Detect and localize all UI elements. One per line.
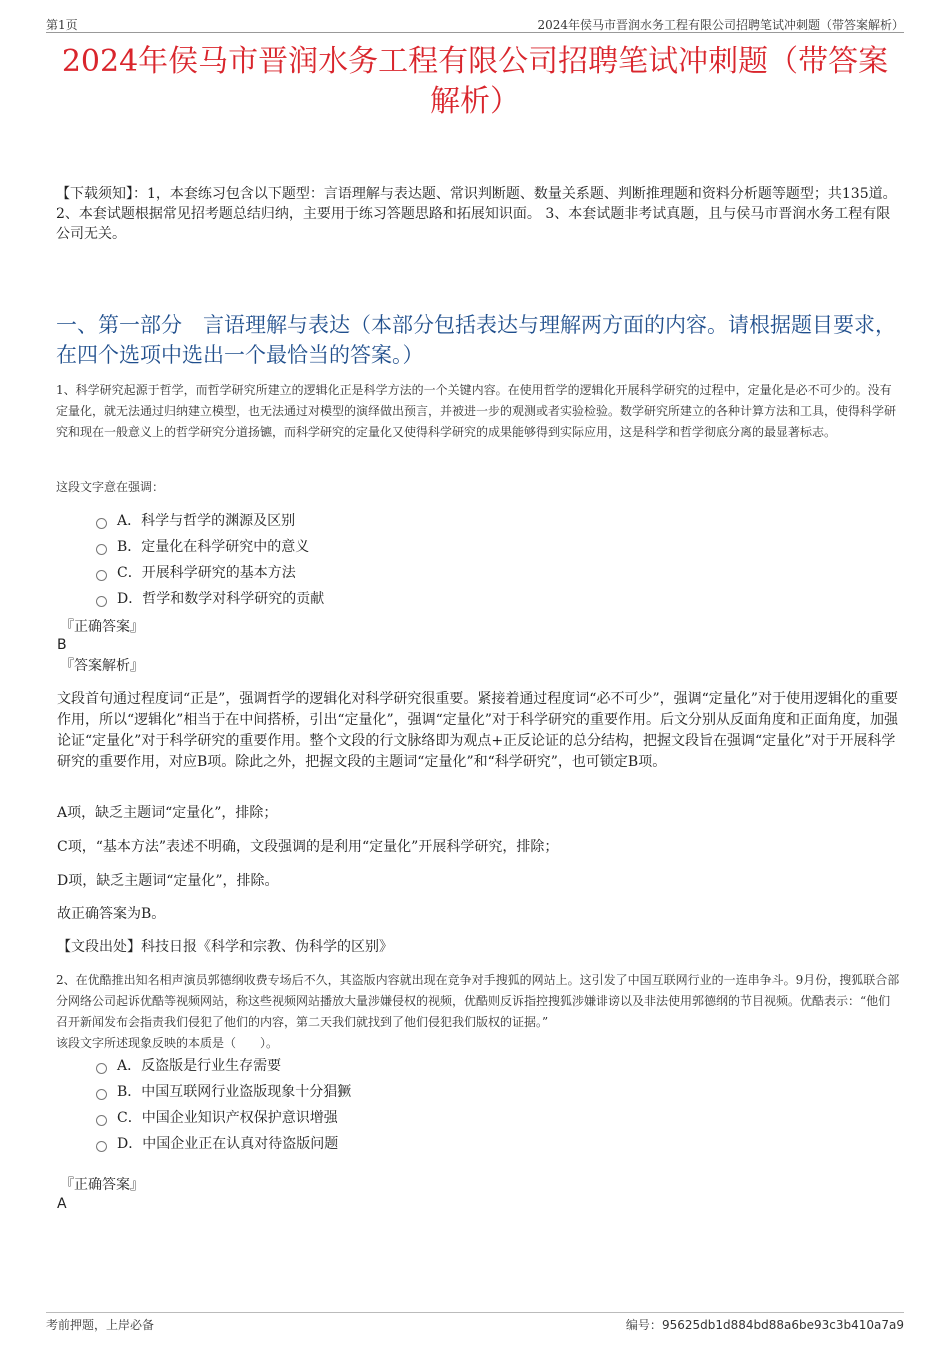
option-text: 哲学和数学对科学研究的贡献 bbox=[142, 591, 325, 607]
analysis-option-d: D项，缺乏主题词“定量化”，排除。 bbox=[57, 873, 279, 889]
page-number: 第1页 bbox=[46, 18, 78, 32]
option-b[interactable] bbox=[96, 534, 324, 560]
option-text: 中国互联网行业盗版现象十分猖獗 bbox=[141, 1084, 352, 1100]
analysis-conclusion: 故正确答案为B。 bbox=[57, 906, 166, 922]
option-b[interactable] bbox=[96, 1079, 351, 1105]
answer-label: 『正确答案』 bbox=[60, 619, 144, 635]
option-text: 定量化在科学研究中的意义 bbox=[141, 539, 310, 555]
footer-code bbox=[626, 1316, 904, 1333]
footer-code-value: 95625db1d884bd88a6be93c3b410a7a9 bbox=[661, 1318, 904, 1332]
option-d[interactable] bbox=[96, 1131, 351, 1157]
title-line-2: 解析） bbox=[430, 84, 520, 119]
option-d[interactable] bbox=[96, 586, 324, 612]
radio-icon[interactable] bbox=[96, 1115, 107, 1126]
answer-label: 『正确答案』 bbox=[60, 1177, 144, 1193]
option-text: 中国企业知识产权保护意识增强 bbox=[141, 1110, 338, 1126]
source-citation: 【文段出处】科技日报《科学和宗教、伪科学的区别》 bbox=[57, 939, 393, 955]
option-letter: C． bbox=[117, 1110, 142, 1126]
option-letter: B． bbox=[117, 539, 142, 555]
option-letter: B． bbox=[117, 1084, 142, 1100]
analysis-option-a: A项，缺乏主题词“定量化”，排除； bbox=[57, 805, 278, 821]
analysis-label: 『答案解析』 bbox=[60, 658, 144, 674]
question-2-options bbox=[96, 1053, 351, 1157]
option-text: 开展科学研究的基本方法 bbox=[141, 565, 296, 581]
radio-icon[interactable] bbox=[96, 544, 107, 555]
question-2-text: 2、在优酷推出知名相声演员郭德纲收费专场后不久，其盗版内容就出现在竞争对手搜狐的网站上。这引发了中国互联网行业的一连串争斗。9月份，搜狐联合部分网络公司起诉优酷等视频网站，称这些视频网站播放大量涉嫌侵权的视频，优酷则反诉指控搜狐涉嫌诽谤以及非法使用郭德纲的节目视频。优酷表示：“他们召开新闻发布会指责我们侵犯了他们的内容，第二天我们就找到了他们侵犯我们版权的证据。” bbox=[56, 973, 900, 1029]
radio-icon[interactable] bbox=[96, 1089, 107, 1100]
page-footer bbox=[46, 1312, 904, 1335]
option-letter: D． bbox=[117, 591, 143, 607]
option-letter: A． bbox=[117, 513, 142, 529]
question-1-options bbox=[96, 508, 324, 612]
question-2-prompt: 该段文字所述现象反映的本质是（ ）。 bbox=[56, 1036, 279, 1050]
radio-icon[interactable] bbox=[96, 570, 107, 581]
footer-code-label: 编号： bbox=[625, 1318, 662, 1332]
option-text: 反盗版是行业生存需要 bbox=[141, 1058, 282, 1074]
radio-icon[interactable] bbox=[96, 1063, 107, 1074]
header-doc-title: 2024年侯马市晋润水务工程有限公司招聘笔试冲刺题（带答案解析） bbox=[537, 18, 904, 32]
option-letter: D． bbox=[117, 1136, 143, 1152]
analysis-text: 文段首句通过程度词“正是”，强调哲学的逻辑化对科学研究很重要。紧接着通过程度词“必不可少”，强调“定量化”对于使用逻辑化的重要作用，所以“逻辑化”相当于在中间搭桥，引出“定量化”，强调“定量化”对于科学研究的重要作用。后文分别从反面角度和正面角度，加强论证“定量化”对于科学研究的重要作用。整个文段的行文脉络即为观点+正反论证的总分结构，把握文段旨在强调“定量化”对于开展科学研究的重要作用，对应B项。除此之外，把握文段的主题词“定量化”和“科学研究”，也可锁定B项。 bbox=[57, 691, 898, 770]
document-title bbox=[40, 42, 910, 122]
answer-value: B bbox=[57, 637, 67, 653]
title-line-1: 2024年侯马市晋润水务工程有限公司招聘笔试冲刺题（带答案 bbox=[61, 44, 889, 79]
question-1-text: 1、科学研究起源于哲学，而哲学研究所建立的逻辑化正是科学方法的一个关键内容。在使用哲学的逻辑化开展科学研究的过程中，定量化是必不可少的。没有定量化，就无法通过归纳建立模型，也无法通过对模型的演绎做出预言，并被进一步的观测或者实验检验。数学研究所建立的各种计算方法和工具，使得科学研究和现在一般意义上的哲学研究分道扬镳，而科学研究的定量化又使得科学研究的成果能够得到实际应用，这是科学和哲学彻底分离的最显著标志。 bbox=[56, 383, 897, 439]
option-text: 科学与哲学的渊源及区别 bbox=[141, 513, 296, 529]
option-letter: A． bbox=[117, 1058, 142, 1074]
radio-icon[interactable] bbox=[96, 518, 107, 529]
option-letter: C． bbox=[117, 565, 142, 581]
analysis-option-c: C项，“基本方法”表述不明确，文段强调的是利用“定量化”开展科学研究，排除； bbox=[57, 839, 559, 855]
option-a[interactable] bbox=[96, 1053, 351, 1079]
option-c[interactable] bbox=[96, 1105, 351, 1131]
footer-slogan: 考前押题，上岸必备 bbox=[46, 1318, 155, 1332]
answer-value: A bbox=[57, 1196, 67, 1212]
download-notice: 【下载须知】：1，本套练习包含以下题型：言语理解与表达题、常识判断题、数量关系题、判断推理题和资料分析题等题型；共135道。 2、本套试题根据常见招考题总结归纳，主要用于练习答题思路和拓展知识面。 3、本套试题非考试真题，且与侯马市晋润水务工程有限公司无关。 bbox=[56, 186, 897, 242]
section-heading: 一、第一部分 言语理解与表达（本部分包括表达与理解两方面的内容。请根据题目要求，在四个选项中选出一个最恰当的答案。） bbox=[56, 313, 896, 367]
option-c[interactable] bbox=[96, 560, 324, 586]
page-header bbox=[46, 14, 904, 33]
option-a[interactable] bbox=[96, 508, 324, 534]
question-1-prompt: 这段文字意在强调： bbox=[56, 480, 165, 494]
radio-icon[interactable] bbox=[96, 1141, 107, 1152]
option-text: 中国企业正在认真对待盗版问题 bbox=[142, 1136, 339, 1152]
radio-icon[interactable] bbox=[96, 596, 107, 607]
